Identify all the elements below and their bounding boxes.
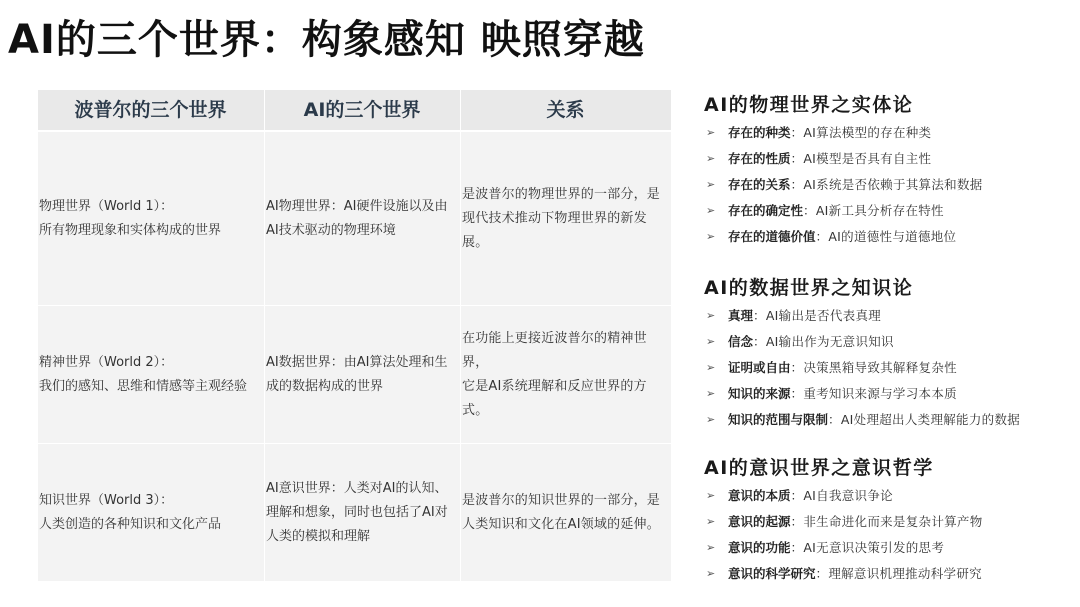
list-item (704, 329, 1020, 355)
arrow-bullet-icon: ➢ (706, 413, 716, 426)
arrow-bullet-icon: ➢ (706, 335, 716, 348)
item-term: 存在的道德价值 (728, 229, 816, 244)
item-desc: ：AI处理超出人类理解能力的数据 (828, 412, 1021, 427)
page-title: AI的三个世界：构象感知 映照穿越 (8, 17, 645, 63)
list-item (704, 172, 983, 198)
arrow-bullet-icon: ➢ (706, 541, 716, 554)
cell-text: 是波普尔的物理世界的一部分，是 现代技术推动下物理世界的新发展。 (462, 186, 661, 250)
list-item (704, 146, 983, 172)
table-cell (461, 306, 672, 444)
section-title: AI的意识世界之意识哲学 (704, 457, 934, 479)
section-title: AI的物理世界之实体论 (704, 94, 914, 116)
arrow-bullet-icon: ➢ (706, 126, 716, 139)
item-desc: ：决策黑箱导致其解释复杂性 (790, 360, 957, 375)
section-title: AI的数据世界之知识论 (704, 277, 914, 299)
item-desc: ：AI模型是否具有自主性 (790, 151, 932, 166)
item-term: 证明或自由 (728, 360, 791, 375)
cell-text: AI物理世界：AI硬件设施以及由 AI技术驱动的物理环境 (266, 198, 448, 238)
list-item (704, 407, 1020, 433)
item-term: 存在的性质 (728, 151, 791, 166)
cell-text: AI数据世界：由AI算法处理和生 成的数据构成的世界 (266, 354, 448, 394)
table-cell (38, 132, 265, 306)
item-term: 信念 (728, 334, 754, 349)
arrow-bullet-icon: ➢ (706, 309, 716, 322)
arrow-bullet-icon: ➢ (706, 152, 716, 165)
cell-text: AI意识世界：人类对AI的认知、 理解和想象，同时也包括了AI对 人类的模拟和理解 (266, 480, 448, 544)
item-term: 真理 (728, 308, 754, 323)
list-item (704, 198, 983, 224)
cell-text: 是波普尔的知识世界的一部分，是 人类知识和文化在AI领域的延伸。 (462, 492, 661, 532)
bullet-list (704, 120, 983, 250)
item-desc: ：理解意识机理推动科学研究 (815, 566, 982, 581)
item-desc: ：AI新工具分析存在特性 (803, 203, 944, 218)
item-desc: ：AI无意识决策引发的思考 (790, 540, 945, 555)
list-item (704, 535, 983, 561)
list-item (704, 224, 983, 250)
table-header-relation: 关系 (461, 90, 672, 132)
item-term: 知识的来源 (728, 386, 791, 401)
cell-text: 知识世界（World 3）： 人类创造的各种知识和文化产品 (39, 492, 222, 532)
table-cell (38, 306, 265, 444)
item-term: 意识的起源 (728, 514, 791, 529)
item-term: 存在的种类 (728, 125, 791, 140)
arrow-bullet-icon: ➢ (706, 230, 716, 243)
bullet-list (704, 303, 1020, 433)
item-desc: ：AI算法模型的存在种类 (790, 125, 932, 140)
table-cell (461, 132, 672, 306)
item-desc: ：AI输出作为无意识知识 (753, 334, 894, 349)
item-term: 知识的范围与限制 (728, 412, 829, 427)
item-term: 意识的科学研究 (728, 566, 816, 581)
arrow-bullet-icon: ➢ (706, 489, 716, 502)
item-term: 意识的功能 (728, 540, 791, 555)
cell-text: 物理世界（World 1）： 所有物理现象和实体构成的世界 (39, 198, 222, 238)
item-desc: ：非生命进化而来是复杂计算产物 (790, 514, 983, 529)
table-cell (265, 132, 461, 306)
list-item (704, 303, 1020, 329)
section-physical-world (704, 90, 983, 250)
item-desc: ：AI自我意识争论 (790, 488, 893, 503)
table-header-popper: 波普尔的三个世界 (38, 90, 265, 132)
table-header-ai: AI的三个世界 (265, 90, 461, 132)
list-item (704, 381, 1020, 407)
arrow-bullet-icon: ➢ (706, 204, 716, 217)
comparison-table (38, 90, 672, 582)
list-item (704, 120, 983, 146)
table-cell (38, 444, 265, 582)
item-desc: ：AI输出是否代表真理 (753, 308, 882, 323)
list-item (704, 355, 1020, 381)
cell-text: 在功能上更接近波普尔的精神世界， 它是AI系统理解和反应世界的方式。 (462, 330, 647, 418)
item-desc: ：AI的道德性与道德地位 (815, 229, 957, 244)
arrow-bullet-icon: ➢ (706, 361, 716, 374)
arrow-bullet-icon: ➢ (706, 515, 716, 528)
item-desc: ：AI系统是否依赖于其算法和数据 (790, 177, 983, 192)
arrow-bullet-icon: ➢ (706, 178, 716, 191)
item-term: 存在的确定性 (728, 203, 804, 218)
table-cell (265, 306, 461, 444)
item-term: 存在的关系 (728, 177, 791, 192)
item-desc: ：重考知识来源与学习本本质 (790, 386, 957, 401)
bullet-list (704, 483, 983, 587)
cell-text: 精神世界（World 2）： 我们的感知、思维和情感等主观经验 (39, 354, 248, 394)
list-item (704, 483, 983, 509)
table-cell (461, 444, 672, 582)
arrow-bullet-icon: ➢ (706, 567, 716, 580)
item-term: 意识的本质 (728, 488, 791, 503)
table-cell (265, 444, 461, 582)
section-data-world (704, 273, 1020, 433)
arrow-bullet-icon: ➢ (706, 387, 716, 400)
section-consciousness-world (704, 453, 983, 587)
list-item (704, 509, 983, 535)
list-item (704, 561, 983, 587)
